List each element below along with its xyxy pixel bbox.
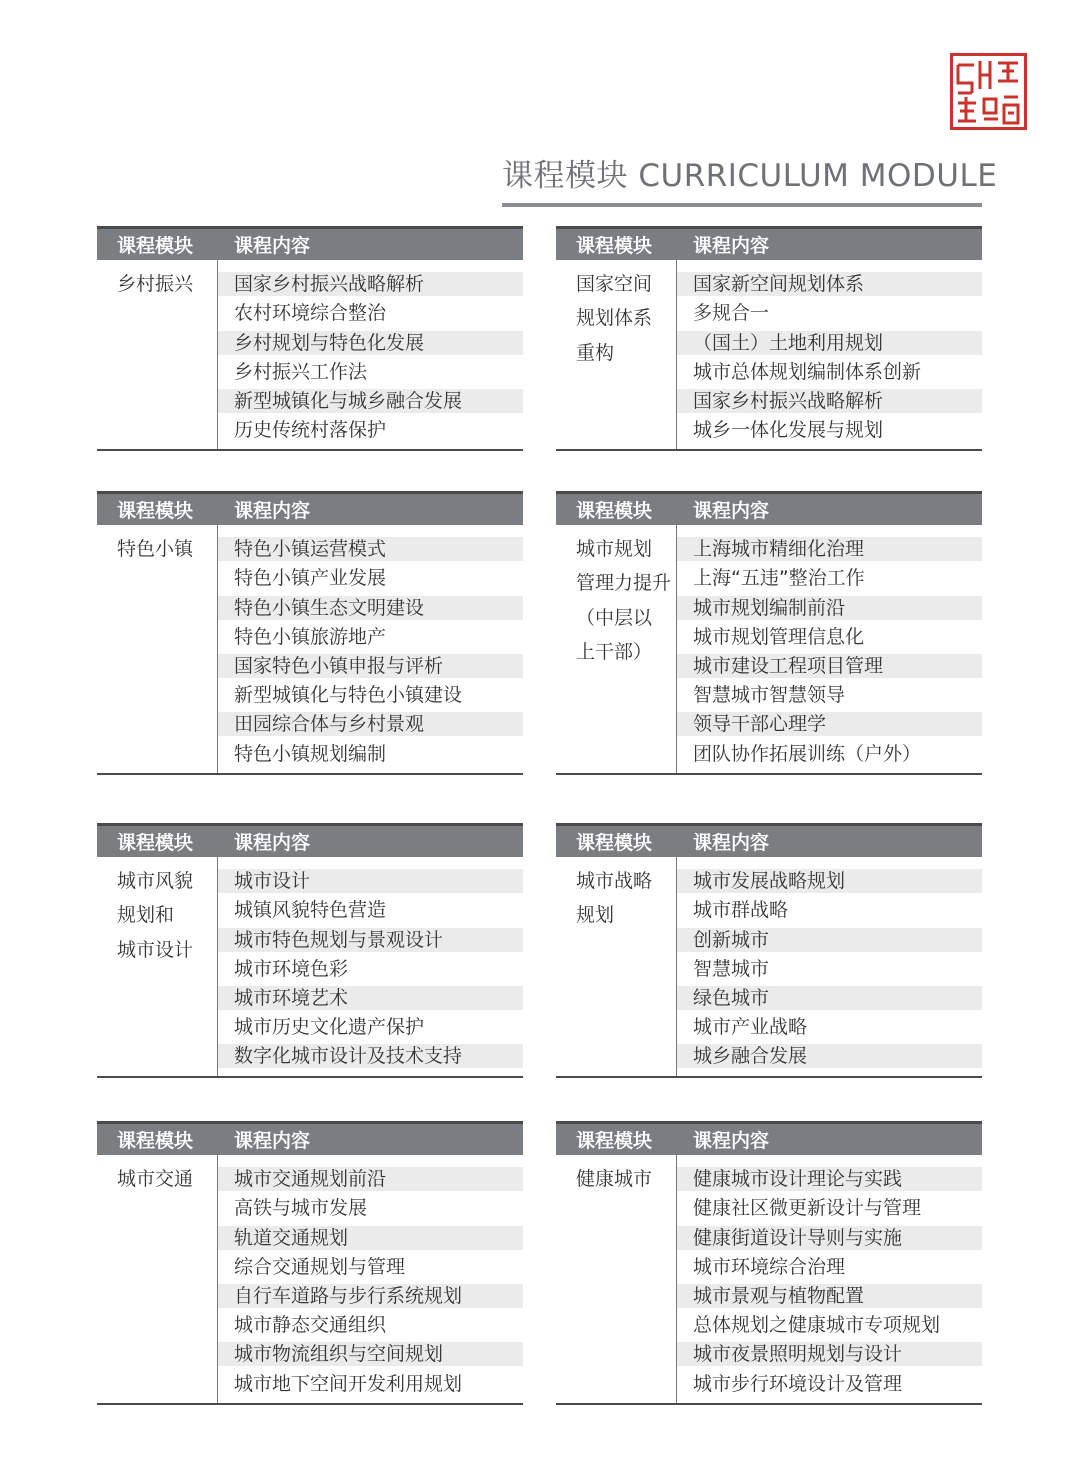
course-item: 上海“五违”整治工作 [693,567,865,590]
header-content-label: 课程内容 [693,1130,770,1152]
header-content-label: 课程内容 [693,500,770,522]
course-item: 城市历史文化遗产保护 [234,1016,425,1039]
course-item: 城乡一体化发展与规划 [693,419,884,442]
course-item: 乡村振兴工作法 [234,360,368,383]
course-item: 健康街道设计导则与实施 [677,1226,982,1250]
course-item: 多规合一 [693,302,770,325]
course-item: 城市地下空间开发利用规划 [234,1372,463,1395]
module-name-line: （中层以 [576,606,653,629]
course-item: 历史传统村落保护 [234,419,387,442]
course-item: 新型城镇化与特色小镇建设 [234,684,463,707]
course-item: 城市夜景照明规划与设计 [677,1342,982,1366]
course-item: 国家乡村振兴战略解析 [677,389,982,413]
course-item: （国土）土地利用规划 [677,331,982,355]
module-name-line: 乡村振兴 [117,273,194,295]
module-name-line: 重构 [576,341,615,364]
course-item: 城市建设工程项目管理 [677,654,982,678]
module-table [556,1121,982,1405]
header-content-label: 课程内容 [693,235,770,257]
course-item: 特色小镇规划编制 [234,742,387,765]
module-name [556,525,677,773]
module-name-line: 城市设计 [117,938,194,961]
module-name-line: 城市风貌 [117,870,194,892]
course-item: 综合交通规划与管理 [234,1255,406,1278]
course-item: 轨道交通规划 [218,1226,523,1250]
module-name [97,525,218,773]
header-module-label: 课程模块 [117,235,194,257]
module-table [97,823,523,1078]
course-item: 城镇风貌特色营造 [234,899,387,922]
page-title: 课程模块 CURRICULUM MODULE [502,158,998,194]
course-item: 领导干部心理学 [677,712,982,736]
title-divider [502,203,982,207]
course-item: 绿色城市 [677,986,982,1010]
module-name [97,857,218,1076]
module-name-line: 特色小镇 [117,538,194,560]
module-name-line: 城市战略 [576,870,653,892]
course-item: 高铁与城市发展 [234,1197,368,1220]
course-item: 田园综合体与乡村景观 [218,712,523,736]
course-item: 城乡融合发展 [677,1044,982,1068]
module-table-header [556,823,982,857]
module-name-line: 规划体系 [576,307,653,330]
course-item: 总体规划之健康城市专项规划 [693,1314,941,1337]
course-item: 城市物流组织与空间规划 [218,1342,523,1366]
course-item: 国家特色小镇申报与评析 [218,654,523,678]
header-module-label: 课程模块 [117,1130,194,1152]
module-table-header [97,823,523,857]
module-table-header [97,1121,523,1155]
course-item: 乡村规划与特色化发展 [218,331,523,355]
module-table-header [97,491,523,525]
course-item: 城市规划编制前沿 [677,596,982,620]
module-name-line: 国家空间 [576,273,653,295]
course-item: 国家乡村振兴战略解析 [218,272,523,296]
module-name [556,260,677,449]
module-name-line: 城市规划 [576,538,653,560]
seal-stamp-icon [950,53,1027,130]
module-name-line: 管理力提升 [576,572,672,595]
course-item: 城市步行环境设计及管理 [693,1372,903,1395]
course-item: 城市群战略 [693,899,789,922]
module-table [556,823,982,1078]
module-table-header [556,491,982,525]
header-module-label: 课程模块 [576,832,653,854]
course-item: 特色小镇旅游地产 [234,625,387,648]
module-table [97,226,523,451]
module-table [97,1121,523,1405]
course-item: 新型城镇化与城乡融合发展 [218,389,523,413]
module-table-header [97,226,523,260]
course-item: 城市静态交通组织 [234,1314,387,1337]
course-item: 城市环境色彩 [234,957,349,980]
course-item: 特色小镇运营模式 [218,537,523,561]
course-item: 创新城市 [677,928,982,952]
header-module-label: 课程模块 [576,500,653,522]
header-content-label: 课程内容 [234,832,311,854]
course-item: 智慧城市 [693,957,770,980]
course-item: 城市发展战略规划 [677,869,982,893]
course-item: 国家新空间规划体系 [677,272,982,296]
course-item: 城市规划管理信息化 [693,625,865,648]
module-table-header [556,1121,982,1155]
header-module-label: 课程模块 [117,500,194,522]
header-content-label: 课程内容 [234,235,311,257]
module-name [556,857,677,1076]
module-table [556,491,982,775]
module-name [97,1155,218,1403]
course-item: 城市景观与植物配置 [677,1284,982,1308]
header-content-label: 课程内容 [693,832,770,854]
module-name-line: 健康城市 [576,1168,653,1190]
module-name-line: 规划和 [117,904,175,927]
header-module-label: 课程模块 [117,832,194,854]
course-item: 数字化城市设计及技术支持 [218,1044,523,1068]
module-name [556,1155,677,1403]
header-module-label: 课程模块 [576,235,653,257]
module-table [97,491,523,775]
header-content-label: 课程内容 [234,1130,311,1152]
course-item: 城市环境艺术 [218,986,523,1010]
course-item: 特色小镇产业发展 [234,567,387,590]
course-item: 城市交通规划前沿 [218,1167,523,1191]
course-item: 城市特色规划与景观设计 [218,928,523,952]
module-name-line: 上干部） [576,641,653,664]
course-item: 团队协作拓展训练（户外） [693,742,922,765]
course-item: 城市总体规划编制体系创新 [693,360,922,383]
course-item: 农村环境综合整治 [234,302,387,325]
course-item: 城市产业战略 [693,1016,808,1039]
module-name-line: 城市交通 [117,1168,194,1190]
course-item: 健康社区微更新设计与管理 [693,1197,922,1220]
course-item: 城市环境综合治理 [693,1255,846,1278]
course-item: 自行车道路与步行系统规划 [218,1284,523,1308]
module-name [97,260,218,449]
header-content-label: 课程内容 [234,500,311,522]
module-table [556,226,982,451]
course-item: 智慧城市智慧领导 [693,684,846,707]
module-name-line: 规划 [576,904,615,927]
module-table-header [556,226,982,260]
course-item: 上海城市精细化治理 [677,537,982,561]
header-module-label: 课程模块 [576,1130,653,1152]
course-item: 特色小镇生态文明建设 [218,596,523,620]
course-item: 城市设计 [218,869,523,893]
course-item: 健康城市设计理论与实践 [677,1167,982,1191]
